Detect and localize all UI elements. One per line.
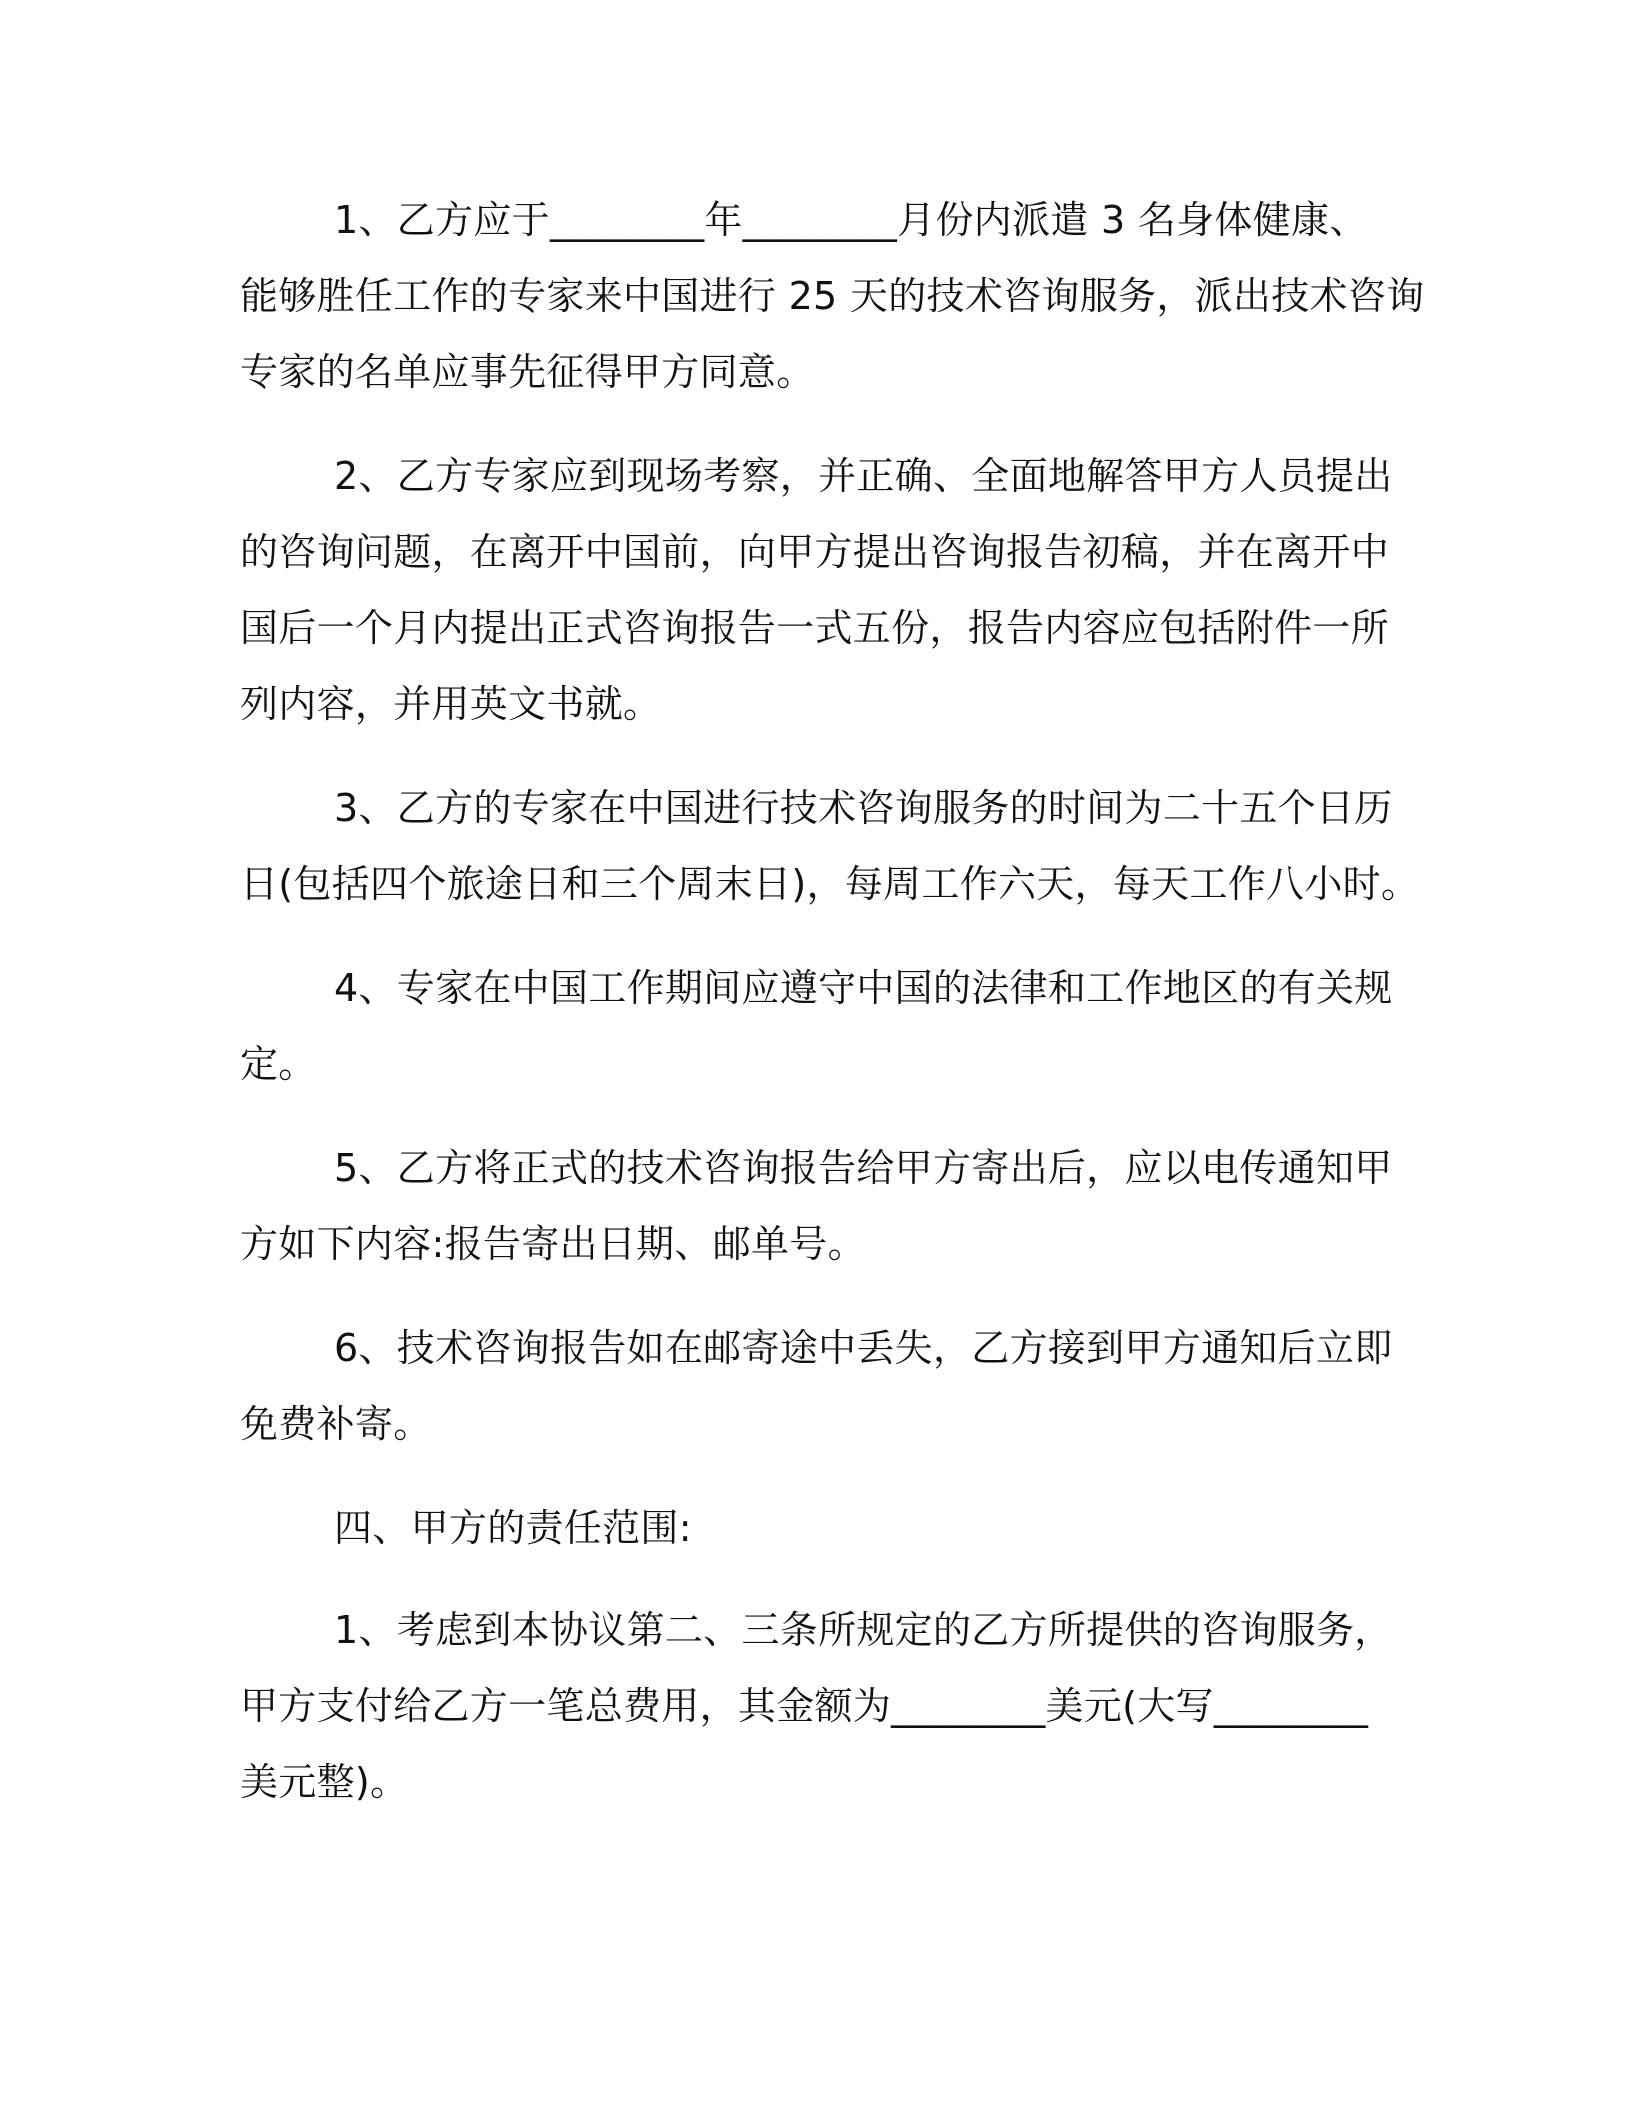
paragraph-line: 4、专家在中国工作期间应遵守中国的法律和工作地区的有关规 [334, 966, 1393, 1010]
paragraph-line: 免费补寄。 [240, 1402, 432, 1446]
paragraph-line: 2、乙方专家应到现场考察，并正确、全面地解答甲方人员提出 [334, 454, 1393, 498]
paragraph-line: 5、乙方将正式的技术咨询报告给甲方寄出后，应以电传通知甲 [334, 1146, 1393, 1190]
paragraph-line: 1、考虑到本协议第二、三条所规定的乙方所提供的咨询服务， [334, 1608, 1393, 1652]
paragraph-line: 美元整)。 [240, 1760, 409, 1804]
paragraph-line: 甲方支付给乙方一笔总费用，其金额为________美元(大写________ [240, 1684, 1369, 1728]
section-heading-text: 四、甲方的责任范围: [334, 1506, 692, 1550]
paragraph-line: 1、乙方应于________年________月份内派遣 3 名身体健康、 [334, 198, 1368, 242]
paragraph-line: 6、技术咨询报告如在邮寄途中丢失，乙方接到甲方通知后立即 [334, 1326, 1393, 1370]
paragraph-line: 方如下内容:报告寄出日期、邮单号。 [240, 1222, 866, 1266]
paragraph-line: 3、乙方的专家在中国进行技术咨询服务的时间为二十五个日历 [334, 786, 1393, 830]
paragraph-line: 定。 [240, 1042, 317, 1086]
paragraph-line: 国后一个月内提出正式咨询报告一式五份，报告内容应包括附件一所 [240, 606, 1390, 650]
paragraph-line: 列内容，并用英文书就。 [240, 682, 662, 726]
paragraph-line: 专家的名单应事先征得甲方同意。 [240, 350, 815, 394]
paragraph-line: 日(包括四个旅途日和三个周末日)，每周工作六天，每天工作八小时。 [240, 862, 1420, 906]
paragraph-line: 能够胜任工作的专家来中国进行 25 天的技术咨询服务，派出技术咨询 [240, 274, 1425, 318]
paragraph-line: 的咨询问题，在离开中国前，向甲方提出咨询报告初稿，并在离开中 [240, 530, 1390, 574]
